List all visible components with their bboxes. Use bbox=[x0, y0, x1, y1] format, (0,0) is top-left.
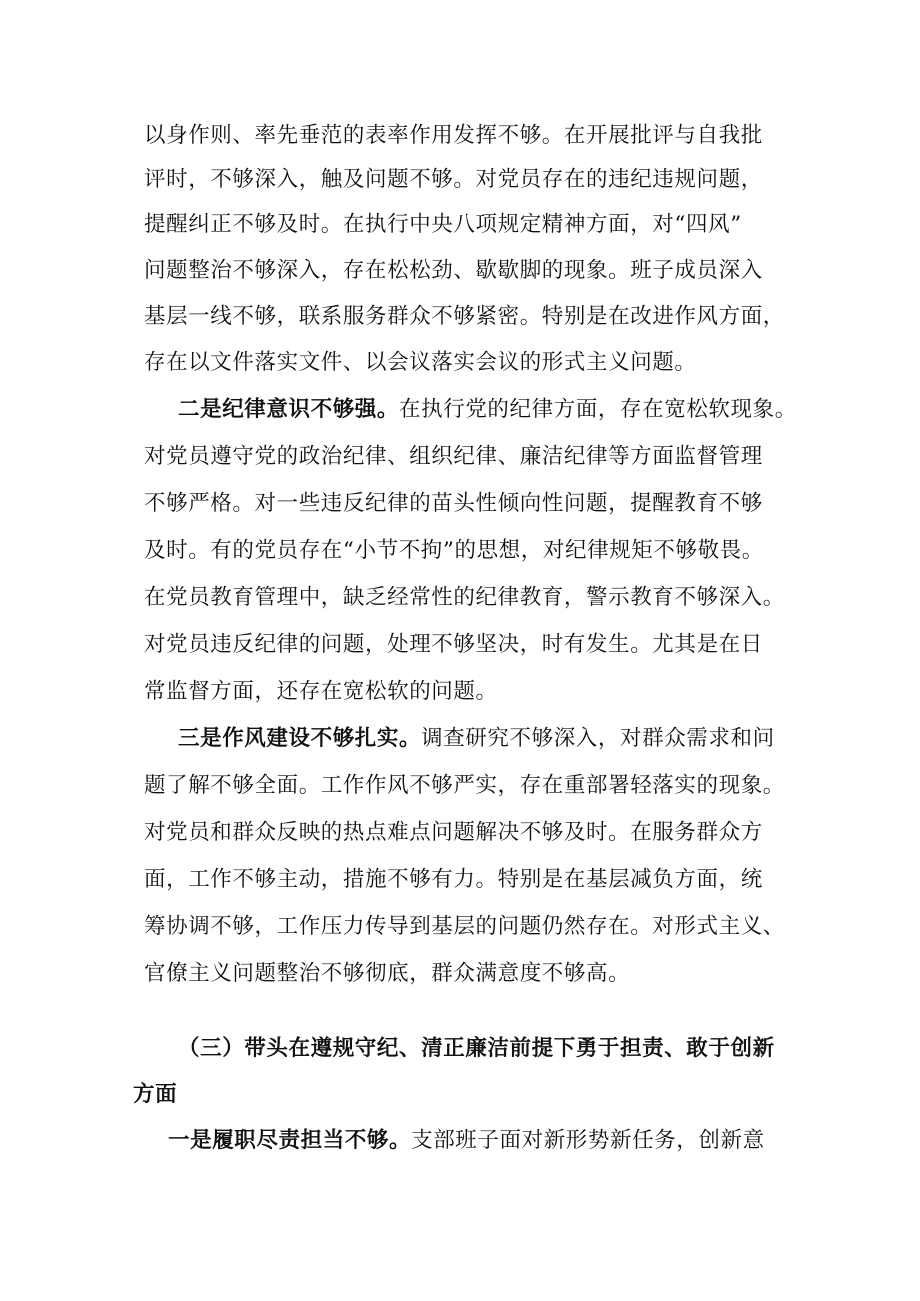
paragraph-line: 以身作则、率先垂范的表率作用发挥不够。在开展批评与自我批 bbox=[144, 123, 763, 148]
paragraph-line: 基层一线不够，联系服务群众不够紧密。特别是在改进作风方面， bbox=[144, 304, 785, 329]
paragraph-line: 提醒纠正不够及时。在执行中央八项规定精神方面，对“四风” bbox=[144, 212, 742, 237]
paragraph-line: 对党员和群众反映的热点难点问题解决不够及时。在服务群众方 bbox=[144, 820, 763, 845]
paragraph-line: 及时。有的党员存在“小节不拘”的思想，对纪律规矩不够敬畏。 bbox=[144, 538, 764, 563]
paragraph-line: 常监督方面，还存在宽松软的问题。 bbox=[144, 679, 498, 704]
paragraph-first-line bbox=[178, 395, 838, 425]
paragraph-line: 官僚主义问题整治不够彻底，群众满意度不够高。 bbox=[144, 961, 631, 986]
paragraph-line: 筹协调不够，工作压力传导到基层的问题仍然存在。对形式主义、 bbox=[144, 914, 785, 939]
section-heading: （三）带头在遵规守纪、清正廉洁前提下勇于担责、敢于创新 bbox=[178, 1036, 775, 1061]
paragraph-first-line bbox=[178, 724, 838, 754]
paragraph-text: 调查研究不够深入，对群众需求和问 bbox=[421, 726, 775, 751]
paragraph-lead-heading: 三是作风建设不够扎实。 bbox=[178, 726, 422, 751]
paragraph-line: 评时，不够深入，触及问题不够。对党员存在的违纪违规问题， bbox=[144, 167, 763, 192]
paragraph-line: 存在以文件落实文件、以会议落实会议的形式主义问题。 bbox=[144, 350, 697, 375]
paragraph-line: 在党员教育管理中，缺乏经常性的纪律教育，警示教育不够深入。 bbox=[144, 585, 785, 610]
paragraph-line: 问题整治不够深入，存在松松劲、歇歇脚的现象。班子成员深入 bbox=[144, 258, 763, 283]
paragraph-line: 对党员遵守党的政治纪律、组织纪律、廉洁纪律等方面监督管理 bbox=[144, 444, 763, 469]
paragraph-text: 在执行党的纪律方面，存在宽松软现象。 bbox=[399, 397, 797, 422]
paragraph-line: 面，工作不够主动，措施不够有力。特别是在基层减负方面，统 bbox=[144, 867, 763, 892]
paragraph-text: 支部班子面对新形势新任务，创新意 bbox=[411, 1128, 765, 1153]
paragraph-first-line bbox=[168, 1126, 828, 1156]
paragraph-lead-heading: 一是履职尽责担当不够。 bbox=[168, 1128, 412, 1153]
paragraph-line: 不够严格。对一些违反纪律的苗头性倾向性问题，提醒教育不够 bbox=[144, 491, 763, 516]
paragraph-line: 题了解不够全面。工作作风不够严实，存在重部署轻落实的现象。 bbox=[144, 773, 785, 798]
section-heading-continued: 方面 bbox=[133, 1082, 178, 1107]
paragraph-lead-heading: 二是纪律意识不够强。 bbox=[178, 397, 400, 422]
paragraph-line: 对党员违反纪律的问题，处理不够坚决，时有发生。尤其是在日 bbox=[144, 632, 763, 657]
